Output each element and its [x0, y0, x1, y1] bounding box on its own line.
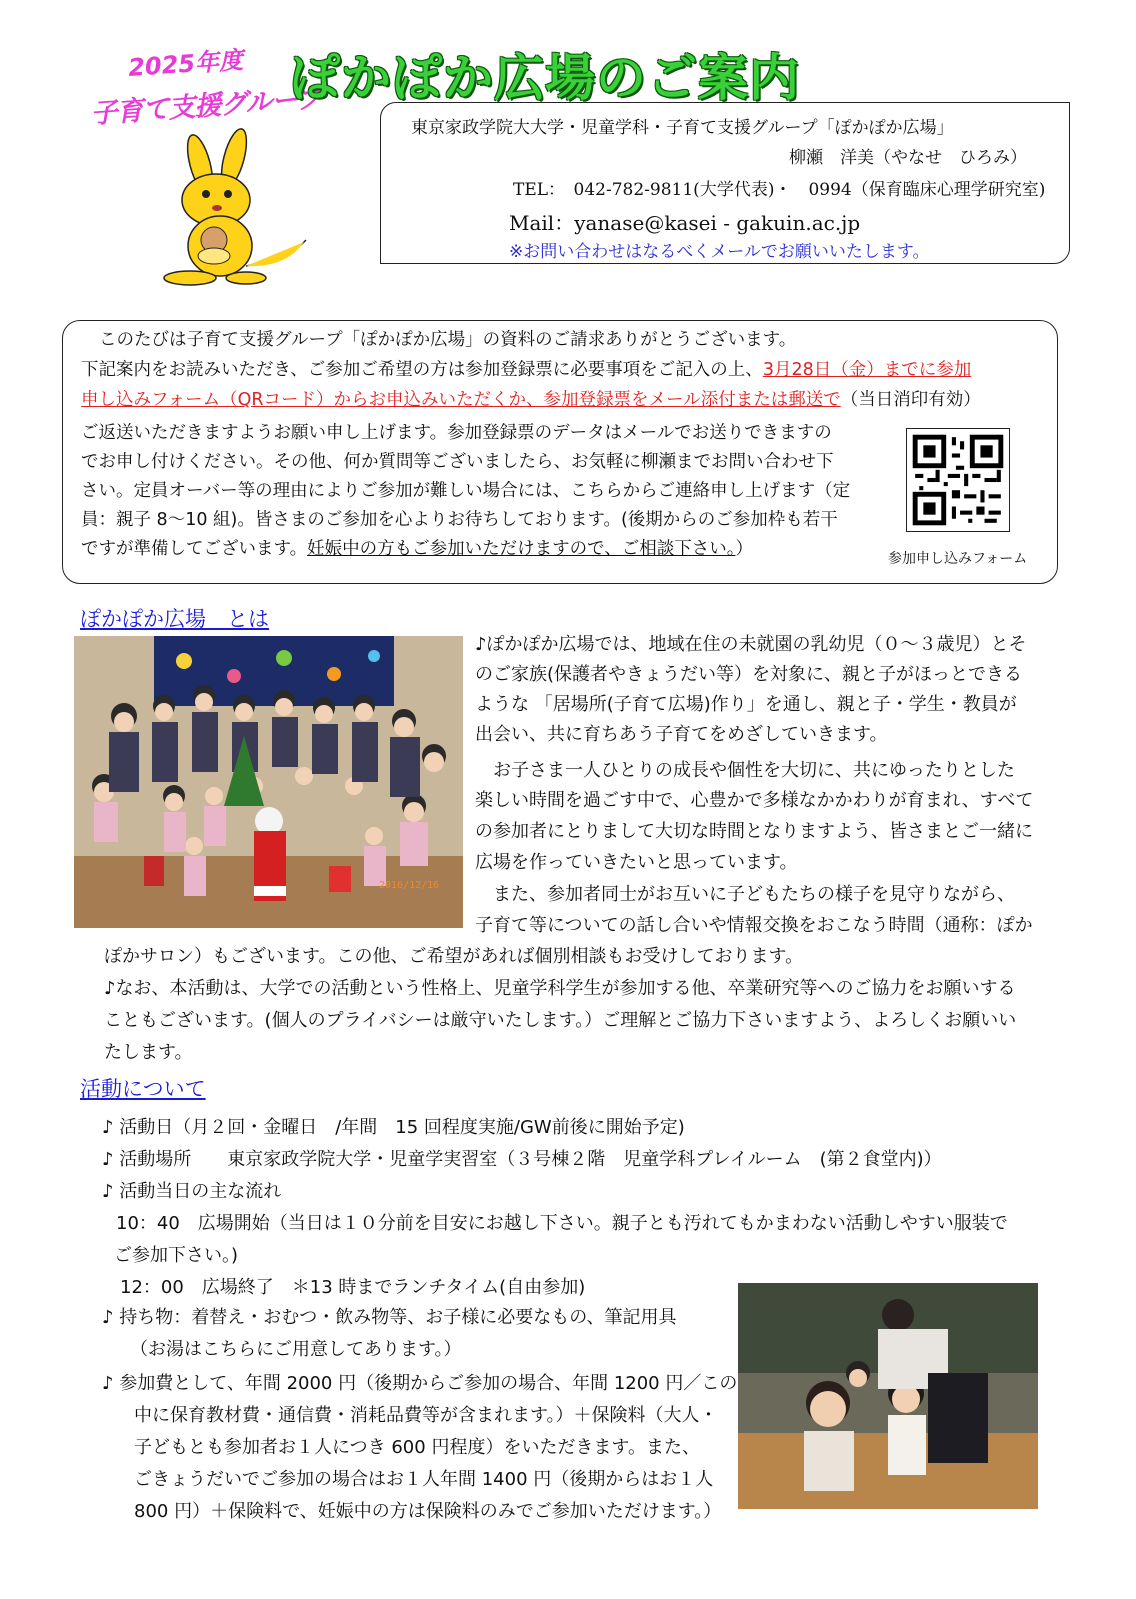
deadline-text: 3月28日（金）までに参加 — [762, 360, 972, 380]
application-method-text: 申し込みフォーム（QRコード）からお申込みいただくか、参加登録票をメール添付または郵送で — [81, 390, 841, 410]
about-line: のご家族(保護者やきょうだい等）を対象に、親と子がほっとできる — [475, 664, 1023, 685]
about-line: 子育て等についての話し合いや情報交換をおこなう時間（通称：ぽか — [475, 915, 1033, 936]
intro-line: でお申し付けください。その他、何か質問等ございましたら、お気軽に柳瀬までお問い合わせ下 — [81, 452, 834, 472]
contact-note: ※お問い合わせはなるべくメールでお願いいたします。 — [509, 242, 930, 262]
activity-line: ♪ 持ち物：着替え・おむつ・飲み物等、お子様に必要なもの、筆記用具 — [102, 1307, 677, 1328]
group-label: 子育て支援グループ — [89, 82, 323, 131]
activity-line: 中に保育教材費・通信費・消耗品費等が含まれます。）＋保険料（大人・ — [134, 1405, 718, 1426]
pregnancy-note: 妊娠中の方もご参加いただけますので、ご相談下さい。 — [307, 539, 736, 559]
page-title: ぽかぽか広場のご案内 — [290, 49, 800, 107]
activity-line: 子どもとも参加者お１人につき 600 円程度）をいただきます。また、 — [134, 1437, 700, 1458]
intro-line: さい。定員オーバー等の理由によりご参加が難しい場合には、こちらからご連絡申し上げます（定 — [81, 481, 851, 501]
qr-caption: 参加申し込みフォーム — [888, 551, 1028, 567]
activity-line: 10：40 広場開始（当日は１０分前を目安にお越し下さい。親子とも汚れてもかまわない活動しやすい服装で — [116, 1213, 1008, 1234]
intro-text: 下記案内をお読みいただき、ご参加ご希望の方は参加登録票に必要事項をご記入の上、 — [81, 360, 763, 380]
year-label: 2025年度 — [127, 46, 244, 82]
intro-text: ） — [735, 539, 754, 559]
activity-line: ♪ 参加費として、年間 2000 円（後期からご参加の場合、年間 1200 円／この — [102, 1373, 738, 1394]
activity-line: （お湯はこちらにご用意してあります。） — [130, 1339, 462, 1360]
contact-tel: TEL： 042-782-9811(大学代表)・ 0994（保育臨床心理学研究室) — [513, 180, 1046, 200]
intro-line: このたびは子育て支援グループ「ぽかぽか広場」の資料のご請求ありがとうございます。 — [99, 330, 797, 350]
about-line: ぽかサロン）もございます。この他、ご希望があれば個別相談もお受けしております。 — [104, 946, 804, 967]
activity-line: ご参加下さい。) — [114, 1245, 239, 1266]
about-line: また、参加者同士がお互いに子どもたちの様子を見守りながら、 — [475, 884, 1015, 905]
intro-line: 員：親子 8～10 組)。皆さまのご参加を心よりお待ちしております。(後期からのご参加枠も若干 — [81, 510, 838, 530]
intro-line — [81, 386, 981, 415]
activity-heading: 活動について — [80, 1077, 206, 1101]
contact-person: 柳瀬 洋美（やなせ ひろみ） — [789, 148, 1027, 168]
about-line: の参加者にとりまして大切な時間となりますよう、皆さまとご一緒に — [475, 821, 1033, 842]
kangaroo-mascot-icon — [160, 128, 310, 286]
intro-line — [81, 356, 971, 385]
activity-line: ♪ 活動場所 東京家政学院大学・児童学実習室（３号棟２階 児童学科プレイルーム (第２食堂内)） — [102, 1149, 942, 1170]
contact-box — [380, 102, 1070, 264]
contact-affiliation: 東京家政学院大大学・児童学科・子育て支援グループ「ぽかぽか広場」 — [411, 118, 954, 138]
outdoor-photo — [738, 1283, 1038, 1509]
group-photo — [74, 636, 463, 928]
intro-line: ご返送いただきますようお願い申し上げます。参加登録票のデータはメールでお送りできますの — [81, 423, 832, 443]
intro-text: （当日消印有効） — [840, 390, 981, 410]
about-line: たします。 — [104, 1042, 193, 1063]
activity-line: 800 円）＋保険料で、妊娠中の方は保険料のみでご参加いただけます。） — [134, 1501, 722, 1522]
about-line: ♪なお、本活動は、大学での活動という性格上、児童学科学生が参加する他、卒業研究等へのご協力をお願いする — [104, 978, 1016, 999]
about-line: こともございます。(個人のプライバシーは厳守いたします。）ご理解とご協力下さいますよう、よろしくお願いい — [104, 1010, 1017, 1031]
about-line: 広場を作っていきたいと思っています。 — [475, 852, 798, 873]
intro-text: ですが準備してございます。 — [81, 539, 308, 559]
activity-line: 12：00 広場終了 ＊13 時までランチタイム(自由参加) — [120, 1277, 586, 1298]
about-line: 楽しい時間を過ごす中で、心豊かで多様なかかわりが育まれ、すべて — [475, 790, 1034, 811]
intro-line — [81, 535, 753, 564]
activity-line: ♪ 活動当日の主な流れ — [102, 1181, 282, 1202]
about-line: お子さま一人ひとりの成長や個性を大切に、共にゆったりとした — [475, 760, 1015, 781]
about-line: ような 「居場所(子育て広場)作り」を通し、親と子・学生・教員が — [475, 694, 1017, 715]
about-line: 出会い、共に育ちあう子育てをめざしていきます。 — [475, 724, 888, 745]
contact-mail[interactable]: Mail：yanase@kasei - gakuin.ac.jp — [509, 211, 861, 235]
photo-date-stamp: 2016/12/16 — [379, 880, 440, 891]
qr-code-icon[interactable] — [906, 428, 1010, 532]
activity-line: ごきょうだいでご参加の場合はお１人年間 1400 円（後期からはお１人 — [134, 1469, 714, 1490]
activity-line: ♪ 活動日（月２回・金曜日 /年間 15 回程度実施/GW前後に開始予定) — [102, 1117, 685, 1138]
about-heading: ぽかぽか広場 とは — [80, 607, 269, 631]
about-line: ♪ぽかぽか広場では、地域在住の未就園の乳幼児（０～３歳児）とそ — [475, 634, 1027, 655]
